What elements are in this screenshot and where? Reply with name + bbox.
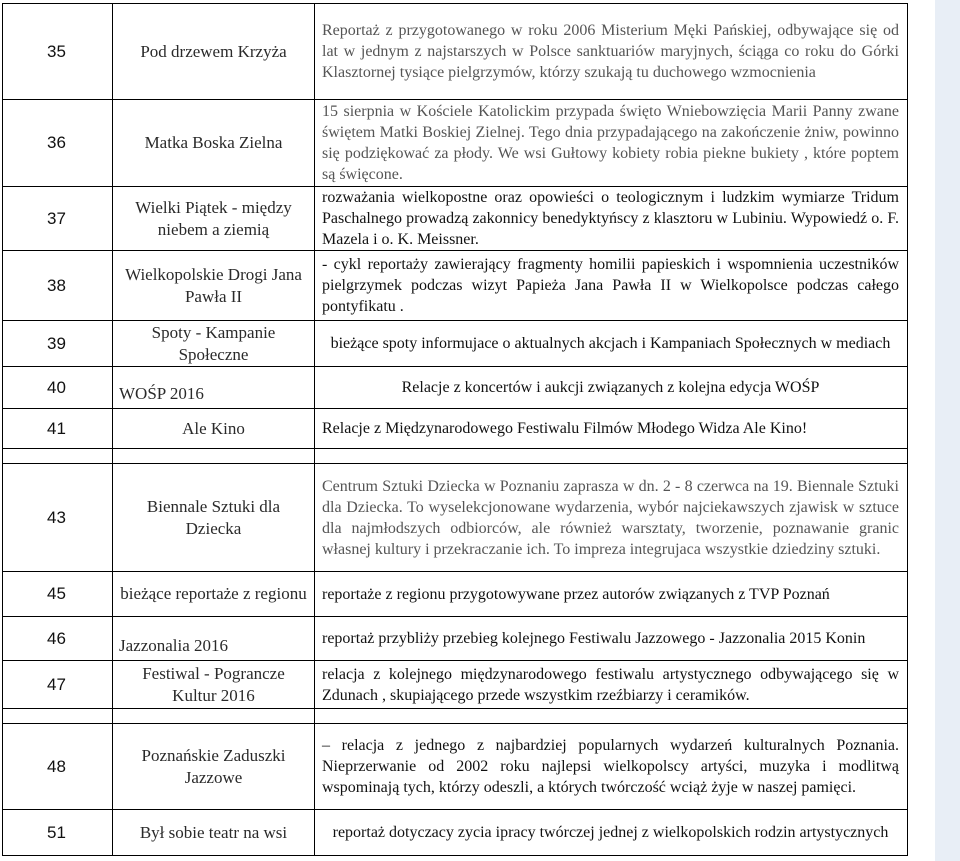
table-row [3, 661, 908, 709]
table-row [3, 187, 908, 251]
program-table [2, 3, 908, 856]
row-number: 45 [3, 572, 113, 617]
table-row [3, 100, 908, 187]
program-description: – relacja z jednego z najbardziej popularnych wydarzeń kulturalnych Poznania. Nieprzerwanie od 2002 roku najlepsi wielkopolscy artyści, muzyka i modlitwą wspominają tych, którzy odeszli, a których twórczość wciąż żyje w naszej pamięci. [315, 724, 908, 810]
row-number: 37 [3, 187, 113, 251]
program-title: WOŚP 2016 [113, 367, 315, 409]
program-description: 15 sierpnia w Kościele Katolickim przypada święto Wniebowzięcia Marii Panny zwane świętem Matki Boskiej Zielnej. Tego dnia przypadającego na zakończenie żniw, powinno się podziękować za płody. We wsi Gułtowy kobiety robia piekne bukiety , które poptem są święcone. [315, 100, 908, 187]
program-title: Był sobie teatr na wsi [113, 810, 315, 856]
row-number: 47 [3, 661, 113, 709]
row-number: 40 [3, 367, 113, 409]
program-description: reportaż dotyczacy zycia ipracy twórczej jednej z wielkopolskich rodzin artystycznych [315, 810, 908, 856]
table-row [3, 810, 908, 856]
row-number: 48 [3, 724, 113, 810]
table-spacer-row [3, 709, 908, 724]
program-description: Relacje z Międzynarodowego Festiwalu Filmów Młodego Widza Ale Kino! [315, 409, 908, 449]
program-title: Jazzonalia 2016 [113, 617, 315, 661]
table-row [3, 251, 908, 321]
page-side-panel [935, 0, 960, 861]
program-title: Wielkopolskie Drogi Jana Pawła II [113, 251, 315, 321]
program-title: Wielki Piątek - między niebem a ziemią [113, 187, 315, 251]
table-row [3, 464, 908, 572]
table-spacer-row [3, 449, 908, 464]
table-row [3, 572, 908, 617]
program-description: relacja z kolejnego międzynarodowego festiwalu artystycznego odbywającego się w Zdunach , skupiającego przede wszystkim rzeźbiarzy i ceramików. [315, 661, 908, 709]
table-row [3, 367, 908, 409]
table-row [3, 4, 908, 100]
row-number: 46 [3, 617, 113, 661]
program-description: Centrum Sztuki Dziecka w Poznaniu zaprasza w dn. 2 - 8 czerwca na 19. Biennale Sztuki dla Dziecka. To wyselekcjonowane wydarzenia, wybór najciekawszych zjawisk w sztuce dla najmłodszych odbiorców, ale również warsztaty, tworzenie, poznawanie granic własnej kultury i przekraczanie ich. To impreza integrujaca wszystkie dziedziny sztuki. [315, 464, 908, 572]
row-number: 38 [3, 251, 113, 321]
program-description: Reportaż z przygotowanego w roku 2006 Misterium Męki Pańskiej, odbywające się od lat w jednym z najstarszych w Polsce sanktuariów maryjnych, ściąga co roku do Górki Klasztornej tysiące pielgrzymów, którzy szukają tu duchowego wzmocnienia [315, 4, 908, 100]
table-row [3, 617, 908, 661]
program-description: bieżące spoty informujace o aktualnych akcjach i Kampaniach Społecznych w mediach [315, 321, 908, 367]
table-row [3, 409, 908, 449]
row-number: 43 [3, 464, 113, 572]
program-description: Relacje z koncertów i aukcji związanych z kolejna edycja WOŚP [315, 367, 908, 409]
program-title: Poznańskie Zaduszki Jazzowe [113, 724, 315, 810]
program-title: Matka Boska Zielna [113, 100, 315, 187]
program-title: Spoty - Kampanie Społeczne [113, 321, 315, 367]
program-description: rozważania wielkopostne oraz opowieści o teologicznym i ludzkim wymiarze Tridum Paschalnego prowadzą zakonnicy benedyktyńscy z klasztoru w Lubiniu. Wypowiedź o. F. Mazela i o. K. Meissner. [315, 187, 908, 251]
program-title: Biennale Sztuki dla Dziecka [113, 464, 315, 572]
program-description: - cykl reportaży zawierający fragmenty homilii papieskich i wspomnienia uczestników pielgrzymek podczas wizyt Papieża Jana Pawła II w Wielkopolsce podczas całego pontyfikatu . [315, 251, 908, 321]
program-title: Pod drzewem Krzyża [113, 4, 315, 100]
program-title: Ale Kino [113, 409, 315, 449]
program-title: bieżące reportaże z regionu [113, 572, 315, 617]
row-number: 51 [3, 810, 113, 856]
row-number: 39 [3, 321, 113, 367]
row-number: 41 [3, 409, 113, 449]
program-description: reportaże z regionu przygotowywane przez autorów związanych z TVP Poznań [315, 572, 908, 617]
program-description: reportaż przybliży przebieg kolejnego Festiwalu Jazzowego - Jazzonalia 2015 Konin [315, 617, 908, 661]
row-number: 35 [3, 4, 113, 100]
table-row [3, 724, 908, 810]
row-number: 36 [3, 100, 113, 187]
program-title: Festiwal - Pograncze Kultur 2016 [113, 661, 315, 709]
table-row [3, 321, 908, 367]
